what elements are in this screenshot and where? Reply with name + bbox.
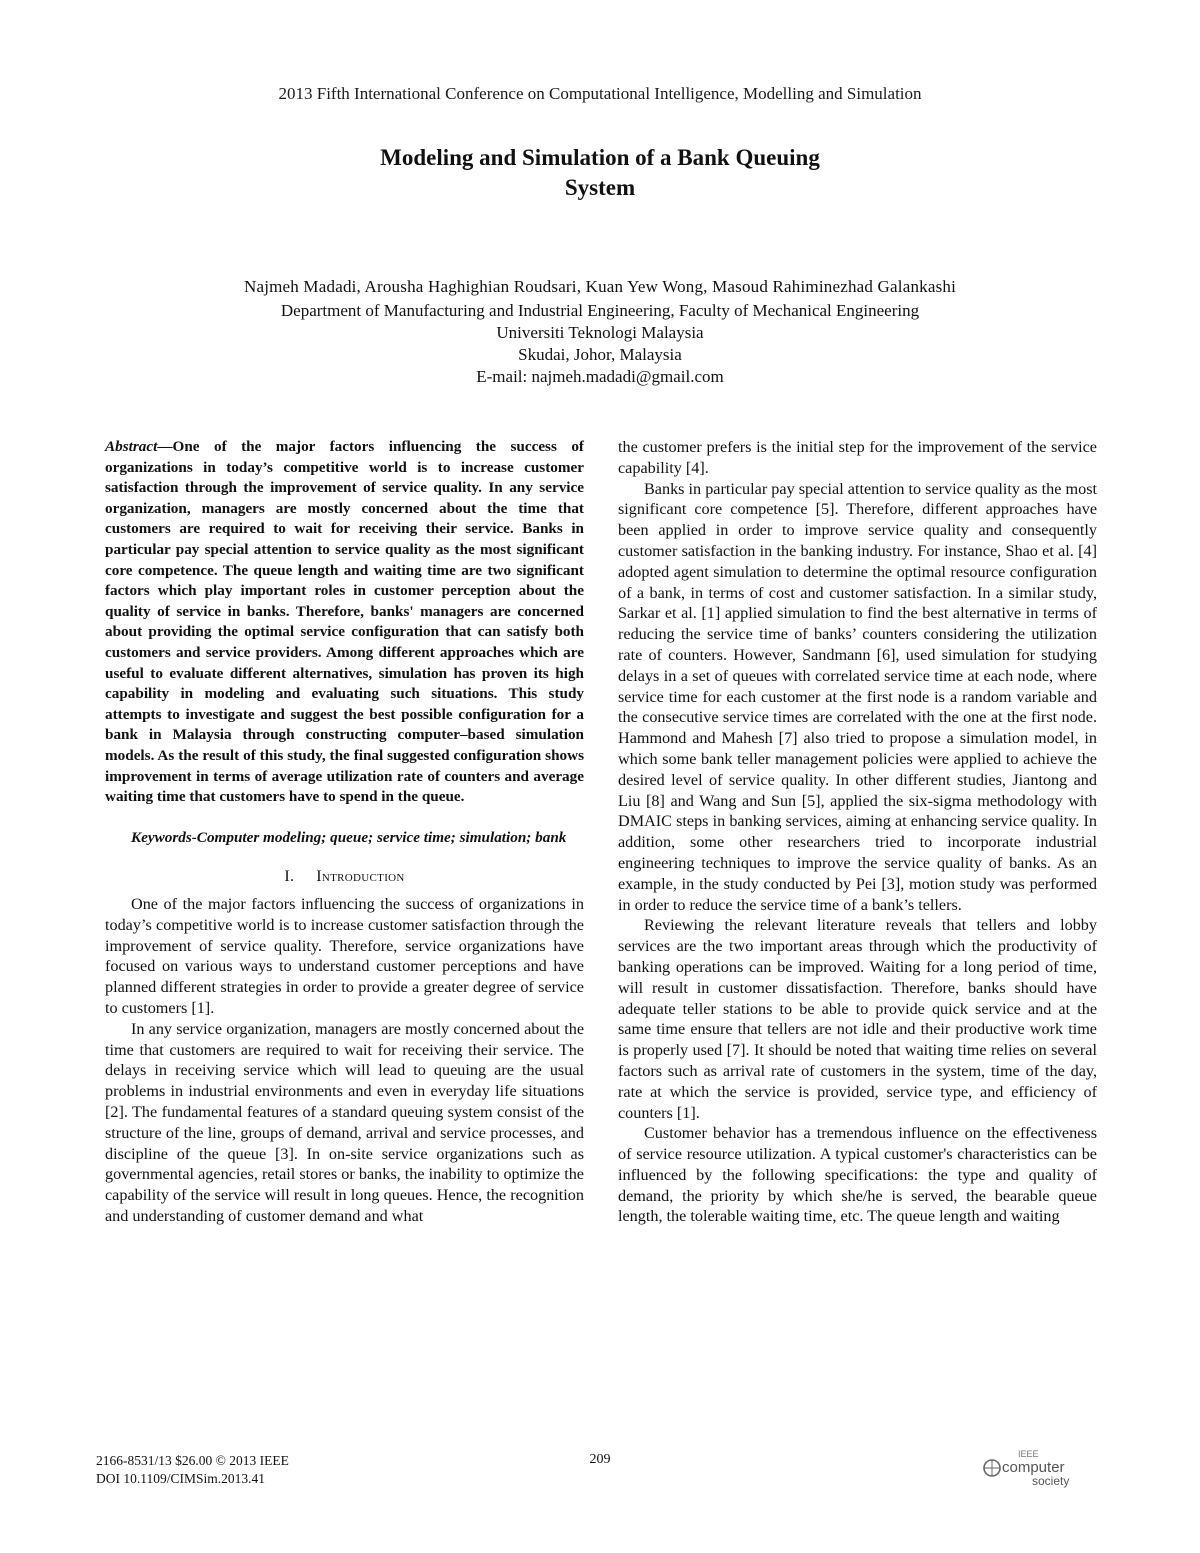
keywords: Keywords-Computer modeling; queue; service time; simulation; bank [131,828,567,846]
left-column [105,437,584,1227]
section-heading-introduction [105,867,584,888]
author-names: Najmeh Madadi, Arousha Haghighian Roudsari, Kuan Yew Wong, Masoud Rahiminezhad Galankashi [243,277,957,296]
intro-paragraph-4: Reviewing the relevant literature reveals that tellers and lobby services are the two important areas through which the productivity of banking operations can be improved. Waiting for a long period of time, will result in customer dissatisfaction. Therefore, banks should have adequate teller stations to be able to provide quick service and at the same time ensure that tellers are not idle and their productive work time is properly used [7]. It should be noted that waiting time relies on several factors such as arrival rate of customers in the system, time of the day, rate at which the service is provided, service type, and efficiency of counters [1]. [618,916,1097,1122]
logo-computer-text: computer [1002,1459,1065,1476]
affiliation: Department of Manufacturing and Industrial Engineering, Faculty of Mechanical Engineering [280,301,920,320]
logo-ieee-text: IEEE [1018,1449,1039,1459]
university: Universiti Teknologi Malaysia [496,323,704,342]
footer-issn: 2166-8531/13 $26.00 © 2013 IEEE [96,1453,289,1468]
intro-paragraph-1: One of the major factors influencing the success of organizations in today’s competitive world is to increase customer satisfaction through the improvement of service quality. Therefore, service organizations have focused on various ways to understand customer perceptions and have planned different strategies in order to provide a greater degree of service to customers [1]. [105,895,584,1018]
abstract-text: —One of the major factors influencing the success of organizations in today’s competitive world is to increase customer satisfaction through the improvement of service quality. In any service organization, managers are mostly concerned about the time that customers are required to wait for receiving their service. Banks in particular pay special attention to service quality as the most significant core competence. The queue length and waiting time are two significant factors which play important roles in customer perception about the quality of service in banks. Therefore, banks' managers are concerned about providing the optimal service configuration that can satisfy both customers and service providers. Among different approaches which are useful to evaluate different alternatives, simulation has proven its high capability in modeling and evaluating such situations. This study attempts to investigate and suggest the best possible configuration for a bank in Malaysia through constructing computer–based simulation models. As the result of this study, the final suggested configuration shows improvement in terms of average utilization rate of counters and average waiting time that customers have to spend in the queue. [105,438,584,806]
section-title: Introduction [316,868,405,886]
section-number: I. [284,868,295,886]
intro-paragraph-5: Customer behavior has a tremendous influence on the effectiveness of service resource utilization. A typical customer's characteristics can be influenced by the following specifications: the type and quality of demand, the priority by which she/he is served, the bearable queue length, the tolerable waiting time, etc. The queue length and waiting [618,1124,1097,1226]
ieee-computer-society-logo [980,1447,1090,1489]
email: E-mail: najmeh.madadi@gmail.com [476,367,724,386]
logo-society-text: society [1032,1474,1070,1488]
page-number: 209 [589,1452,611,1467]
author-block [0,276,1200,388]
abstract-label: Abstract [105,438,158,455]
paper-title-line1: Modeling and Simulation of a Bank Queuing [380,145,820,170]
abstract [105,437,584,808]
paper-title-line2: System [564,175,636,200]
paper-title [250,143,950,203]
footer-doi: DOI 10.1109/CIMSim.2013.41 [96,1471,266,1486]
location: Skudai, Johor, Malaysia [518,345,682,364]
intro-paragraph-2: In any service organization, managers are mostly concerned about the time that customers are required to wait for receiving their service. The delays in receiving service which will lead to queuing are the usual problems in industrial environments and even in everyday life situations [2]. The fundamental features of a standard queuing system consist of the structure of the line, groups of demand, arrival and service processes, and discipline of the queue [3]. In on-site service organizations such as governmental agencies, retail stores or banks, the inability to optimize the capability of the service will result in long queues. Hence, the recognition and understanding of customer demand and what [105,1019,584,1226]
conference-header: 2013 Fifth International Conference on Computational Intelligence, Modelling and Simulation [278,84,922,103]
intro-paragraph-2-continued: the customer prefers is the initial step for the improvement of the service capability [4]. [618,438,1097,477]
right-column [618,437,1097,1227]
intro-paragraph-3: Banks in particular pay special attention to service quality as the most significant core competence [5]. Therefore, different approaches have been applied in order to improve service quality and consequently customer satisfaction in the banking industry. For instance, Shao et al. [4] adopted agent simulation to determine the optimal resource configuration of a bank, in terms of cost and customer satisfaction. In a similar study, Sarkar et al. [1] applied simulation to find the best alternative in terms of reducing the service time of banks’ counters considering the utilization rate of counters. However, Sandmann [6], used simulation for studying delays in a set of queues with correlated service time at each node, where service time for each customer at the first node is a random variable and the consecutive service times are correlated with the one at the first node. Hammond and Mahesh [7] also tried to propose a simulation model, in which some bank teller management policies were applied to achieve the desired level of service quality. In other different studies, Jiantong and Liu [8] and Wang and Sun [5], applied the six-sigma methodology with DMAIC steps in banking services, aiming at enhancing service quality. In addition, some other researchers tried to incorporate industrial engineering techniques to improve the service quality of banks. As an example, in the study conducted by Pei [3], motion study was performed in order to reduce the service time of a bank’s tellers. [618,479,1097,914]
